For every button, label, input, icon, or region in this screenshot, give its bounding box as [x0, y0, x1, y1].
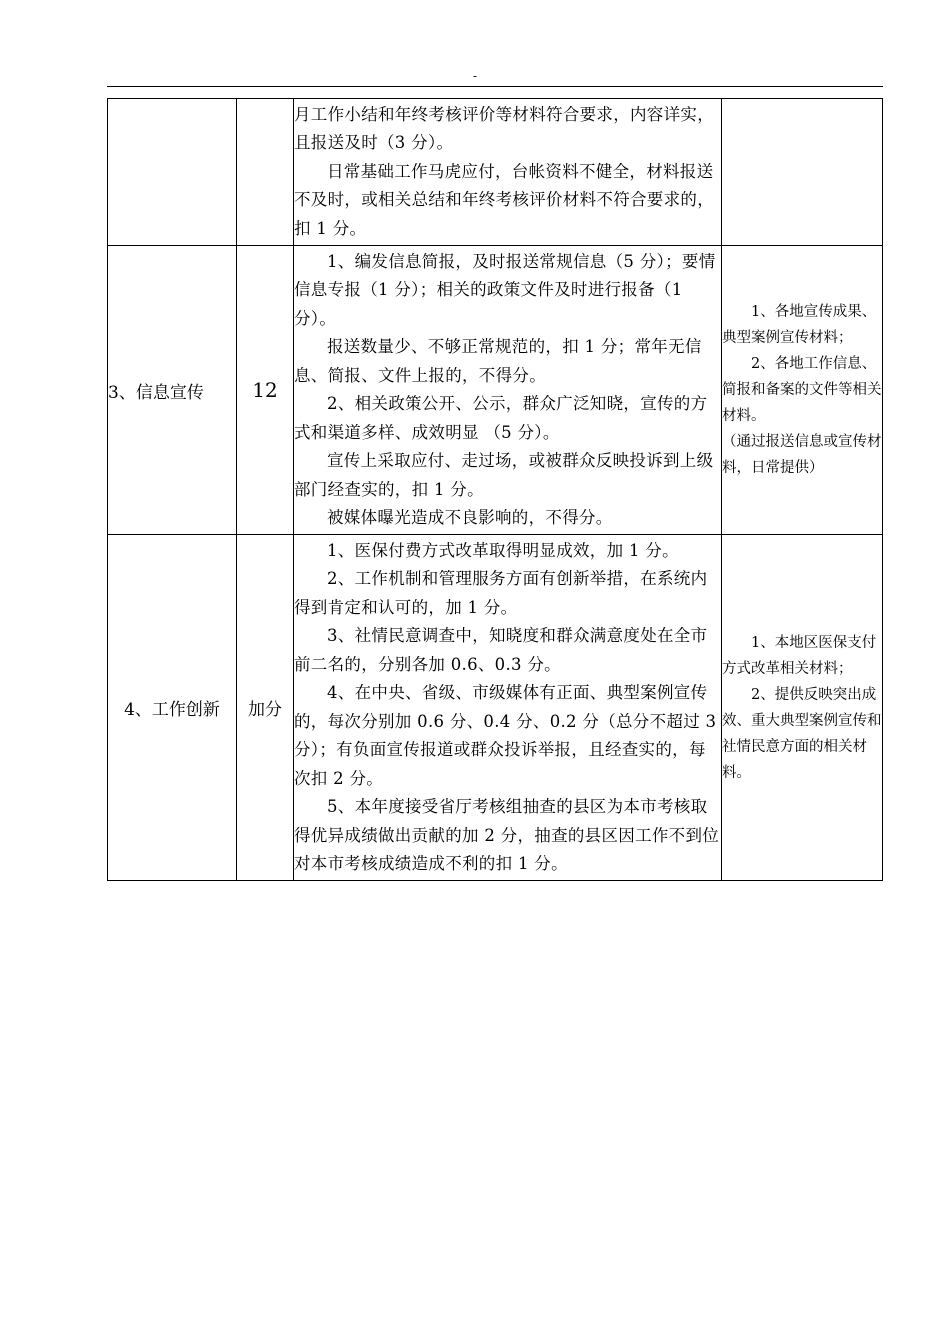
criteria-paragraph: 1、医保付费方式改革取得明显成效，加 1 分。 — [327, 540, 679, 560]
criteria-cell — [294, 99, 722, 246]
item-cell: 4、工作创新 — [108, 535, 237, 881]
criteria-paragraph: 被媒体曝光造成不良影响的，不得分。 — [327, 508, 613, 527]
materials-line: 1、各地宣传成果、典型案例宣传材料； — [722, 304, 877, 346]
materials-cell — [722, 246, 883, 535]
criteria-paragraph: 2、工作机制和管理服务方面有创新举措，在系统内得到肯定和认可的，加 1 分。 — [294, 569, 708, 617]
criteria-paragraph: 宣传上采取应付、走过场，或被群众反映投诉到上级部门经查实的，扣 1 分。 — [294, 451, 714, 499]
criteria-paragraph: 4、在中央、省级、市级媒体有正面、典型案例宣传的，每次分别加 0.6 分、0.4 分、0.2 分（总分不超过 3 分）；有负面宣传报道或群众投诉举报，且经查实的，每次扣 2 分。 — [294, 683, 717, 788]
materials-line: （通过报送信息或宣传材料，日常提供） — [722, 434, 882, 476]
materials-line: 2、提供反映突出成效、重大典型案例宣传和社情民意方面的相关材料。 — [722, 686, 882, 781]
table-row — [108, 99, 883, 246]
criteria-paragraph: 1、编发信息简报，及时报送常规信息（5 分）；要情信息专报（1 分）；相关的政策文件及时进行报备（1 分）。 — [294, 251, 716, 328]
criteria-paragraph: 2、相关政策公开、公示，群众广泛知晓，宣传的方式和渠道多样、成效明显 （5 分）。 — [294, 394, 708, 442]
criteria-cell — [294, 246, 722, 535]
materials-line: 1、本地区医保支付方式改革相关材料； — [722, 634, 877, 677]
item-cell: 3、信息宣传 — [108, 246, 237, 535]
criteria-paragraph: 5、本年度接受省厅考核组抽查的县区为本市考核取得优异成绩做出贡献的加 2 分，抽查的县区因工作不到位对本市考核成绩造成不利的扣 1 分。 — [294, 797, 720, 873]
score-cell: 加分 — [237, 535, 294, 881]
criteria-paragraph: 日常基础工作马虎应付，台帐资料不健全，材料报送不及时，或相关总结和年终考核评价材料不符合要求的，扣 1 分。 — [294, 161, 714, 238]
score-cell — [237, 246, 294, 535]
criteria-paragraph: 3、社情民意调查中，知晓度和群众满意度处在全市前二名的，分别各加 0.6、0.3 分。 — [294, 626, 708, 674]
materials-line: 2、各地工作信息、简报和备案的文件等相关材料。 — [722, 356, 882, 424]
materials-cell — [722, 535, 883, 881]
criteria-cell — [294, 535, 722, 881]
assessment-table — [107, 98, 883, 881]
table-row — [108, 535, 883, 881]
score-value: 12 — [252, 378, 278, 402]
materials-cell — [722, 99, 883, 246]
criteria-paragraph: 月工作小结和年终考核评价等材料符合要求，内容详实，且报送及时（3 分）。 — [294, 104, 714, 153]
criteria-paragraph: 报送数量少、不够正常规范的，扣 1 分；常年无信息、简报、文件上报的，不得分。 — [294, 337, 702, 385]
header-rule — [107, 86, 883, 87]
item-cell — [108, 99, 237, 246]
page-header-mark: - — [472, 69, 478, 83]
table-row — [108, 246, 883, 535]
score-cell — [237, 99, 294, 246]
